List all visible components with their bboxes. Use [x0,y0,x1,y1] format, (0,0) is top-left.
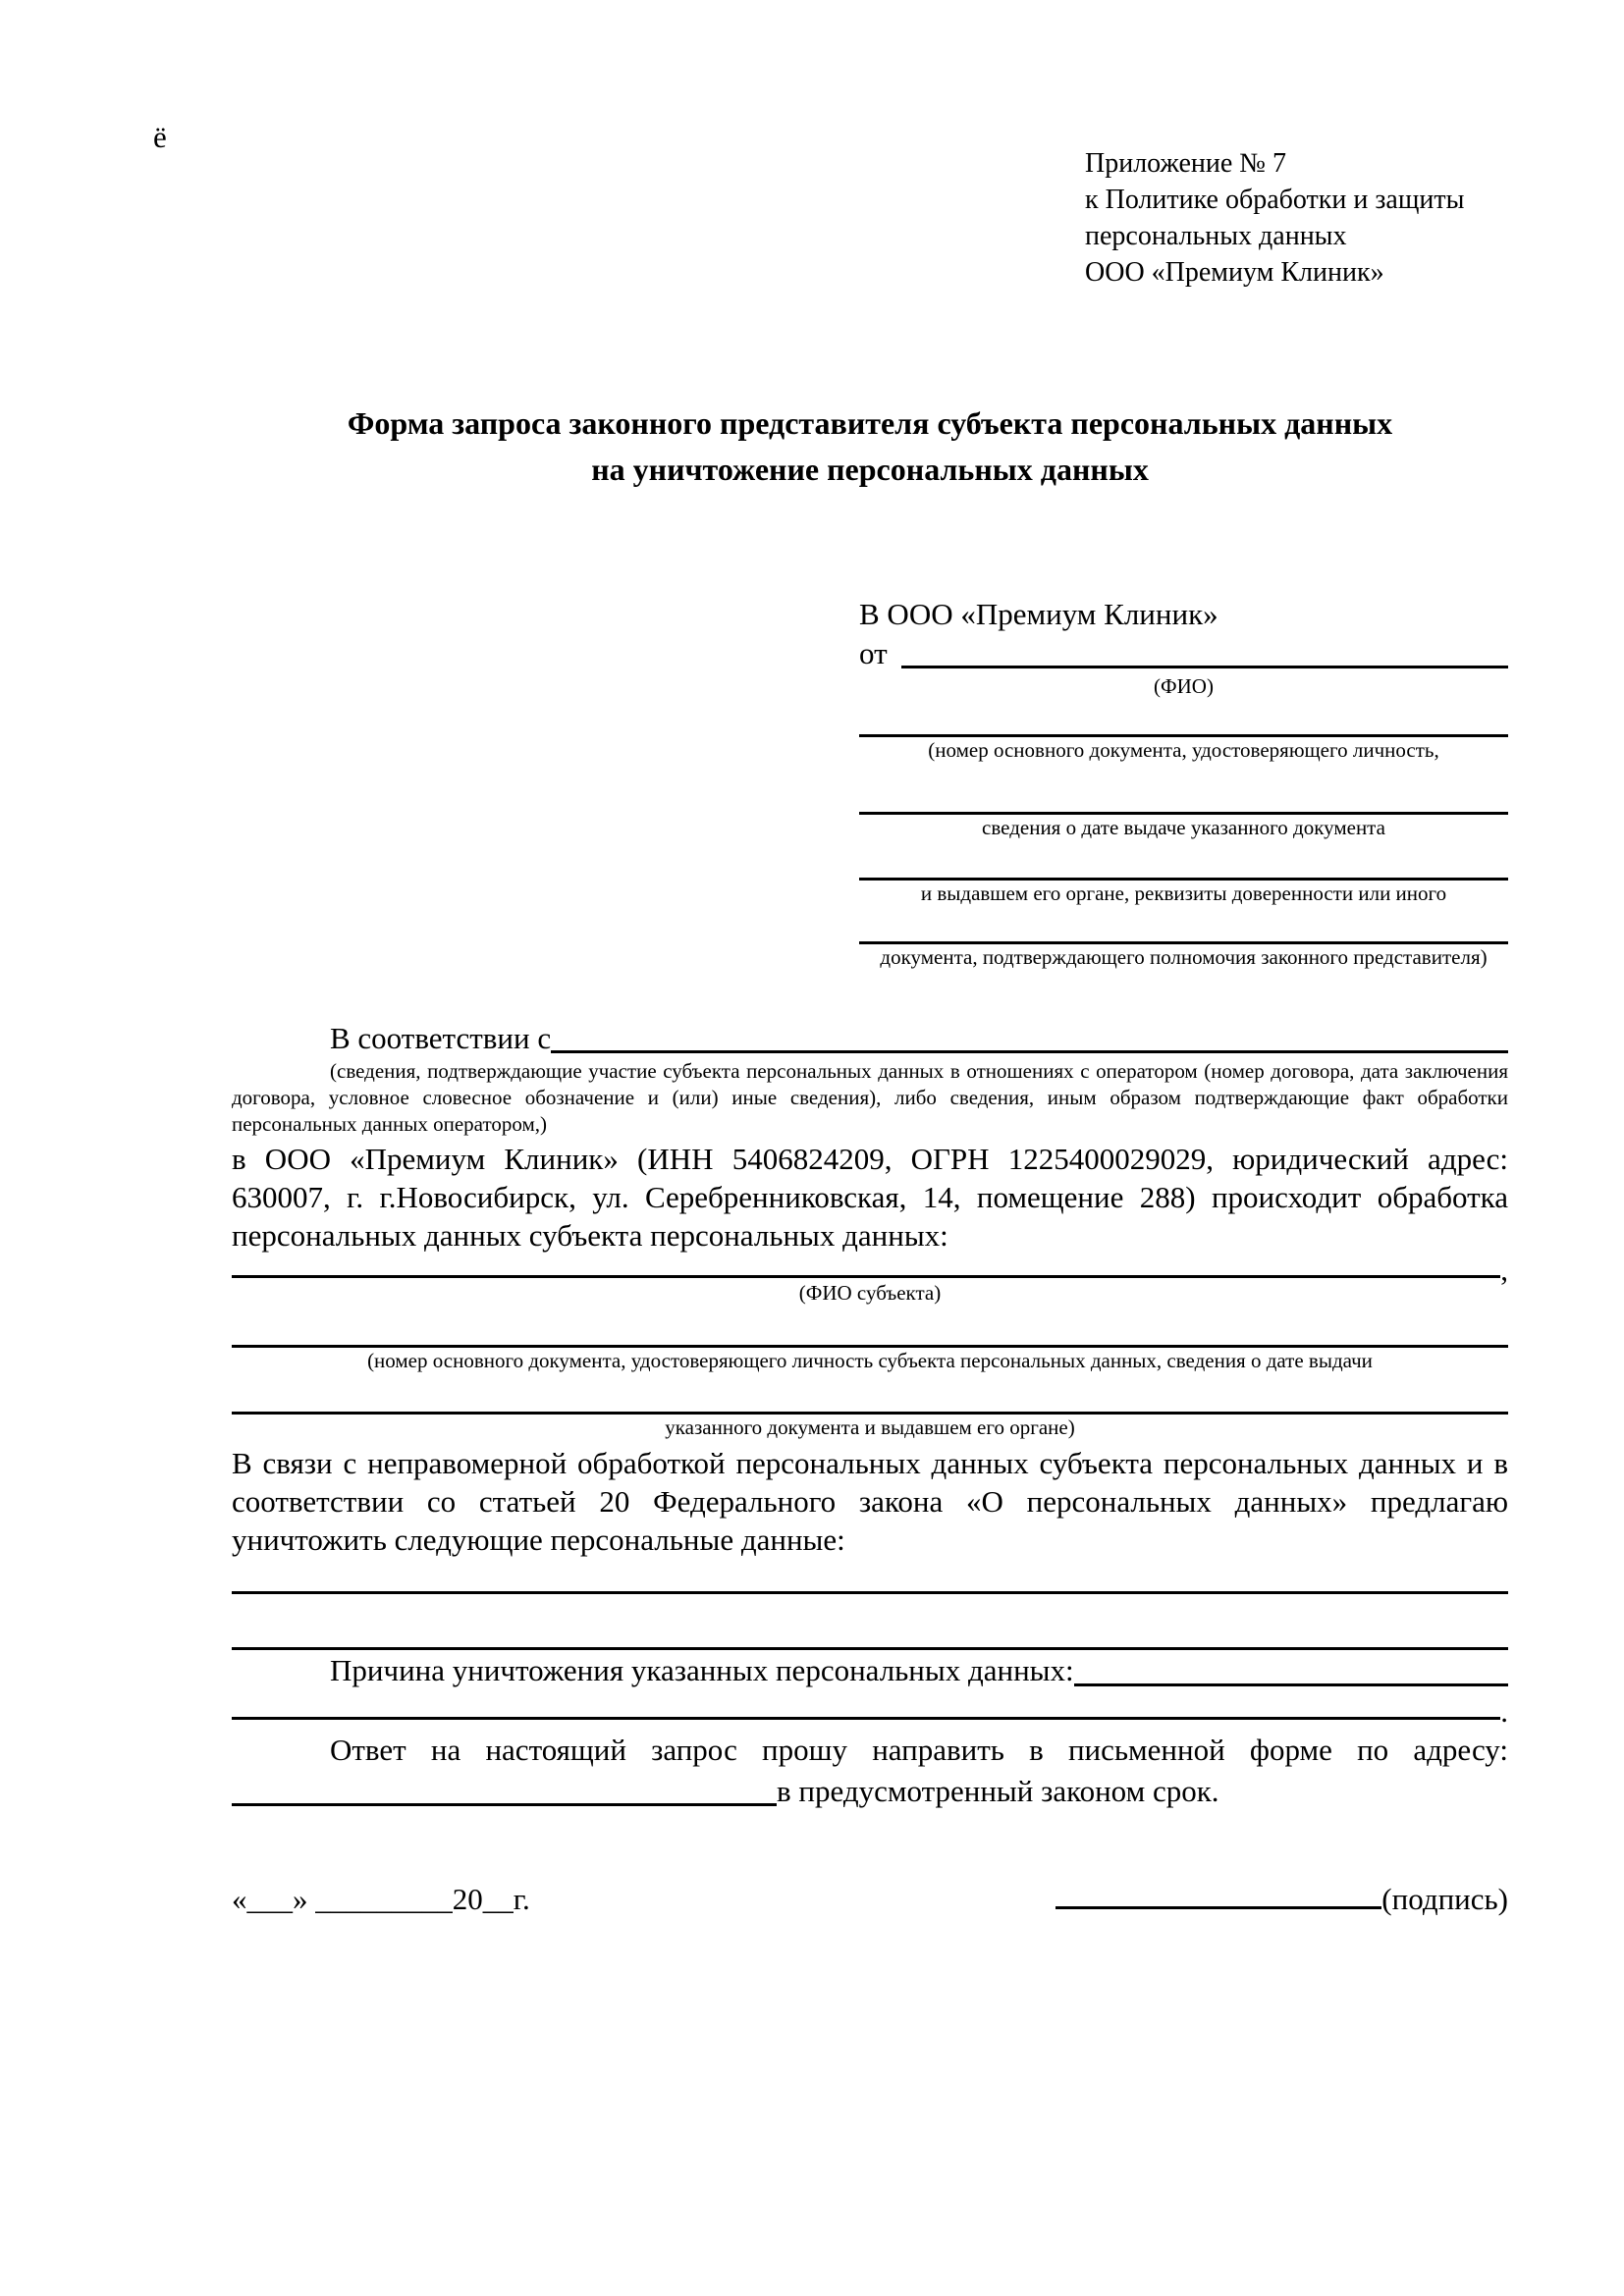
subject-fio-caption: (ФИО субъекта) [798,1281,942,1305]
reason-label: Причина уничтожения указанных персональных данных: [330,1653,1074,1687]
blank-field-line [232,1306,1508,1348]
subject-fio-blank-line [232,1253,1508,1287]
from-label: от [859,636,888,670]
subject-doc-caption: указанного документа и выдавшем его органе) [665,1415,1075,1439]
field-caption: документа, подтверждающего полномочия законного представителя) [880,945,1488,969]
blank-field-line [232,1559,1508,1594]
blank-field-line [859,699,1508,737]
appendix-header-line: ООО «Премиум Клиник» [1085,257,1384,288]
reason-continuation-blank-line [232,1691,1508,1729]
date-signature-row [232,1879,1508,1920]
subject-doc-caption: (номер основного документа, удостоверяющего личность субъекта персональных данных, сведения о дате выдачи [367,1349,1373,1372]
accordance-blank-line [551,1019,1508,1053]
field-caption: сведения о дате выдаче указанного документа [982,816,1385,839]
appendix-header [1085,145,1508,291]
from-line [859,634,1508,673]
document-title [232,400,1508,493]
document-title-line1: Форма запроса законного представителя субъекта персональных данных [347,405,1393,441]
operator-paragraph: в ООО «Премиум Клиник» (ИНН 5406824209, ОГРН 1225400029029, юридический адрес: 630007, г. г.Новосибирск, ул. Серебренниковская, 14, помещение 288) происходит обработка персональных данных субъекта персональных данных: [232,1142,1508,1253]
appendix-header-line: Приложение № 7 [1085,148,1286,179]
accordance-line [232,1019,1508,1058]
reply-request-line: Ответ на настоящий запрос прошу направить в письменной форме по адресу: [330,1733,1508,1767]
address-blank-line [232,1803,777,1806]
date-line: «___» _________20__г. [232,1882,530,1916]
field-caption: (номер основного документа, удостоверяющего личность, [928,738,1439,762]
blank-field-line [232,1373,1508,1415]
document-title-line2: на уничтожение персональных данных [591,452,1149,487]
addressee-block [859,595,1508,970]
stray-char: ё [153,120,167,154]
signature-blank-line [1056,1906,1381,1909]
unlawful-processing-paragraph: В связи с неправомерной обработкой персональных данных субъекта персональных данных и в соответствии со статьей 20 Федерального закона «О персональных данных» предлагаю уничтожить следующие персональные данные: [232,1446,1508,1557]
reason-blank-line [1074,1650,1508,1686]
appendix-header-line: к Политике обработки и защиты [1085,185,1465,215]
blank-field-line [232,1594,1508,1650]
blank-field-line [232,1275,1500,1278]
paragraph-indent [232,1650,330,1691]
blank-field-line [859,763,1508,815]
fio-caption: (ФИО) [1154,674,1214,698]
reason-line [232,1650,1508,1691]
reply-address-line [232,1771,1508,1812]
signature-caption: (подпись) [1381,1882,1508,1916]
reply-term-text: в предусмотренный законом срок. [777,1774,1219,1808]
signature-area [1056,1879,1508,1920]
blank-field-line [232,1717,1500,1720]
accordance-label: В соответствии с [330,1021,552,1055]
blank-field-line [859,906,1508,944]
accordance-caption: (сведения, подтверждающие участие субъекта персональных данных в отношениях с оператором (номер договора, дата заключения договора, условное словесное обозначение и (или) иные сведения), либо сведения, иным образом подтверждающие факт обработки персональных данных оператором,) [232,1059,1508,1136]
trailing-period: . [1500,1694,1508,1729]
appendix-header-line: персональных данных [1085,221,1347,251]
paragraph-indent [232,1019,330,1058]
from-name-blank-line [901,634,1508,668]
field-caption: и выдавшем его органе, реквизиты доверенности или иного [920,881,1447,905]
addressee-to: В ООО «Премиум Клиник» [859,597,1218,631]
trailing-comma: , [1500,1253,1508,1287]
blank-field-line [859,840,1508,881]
